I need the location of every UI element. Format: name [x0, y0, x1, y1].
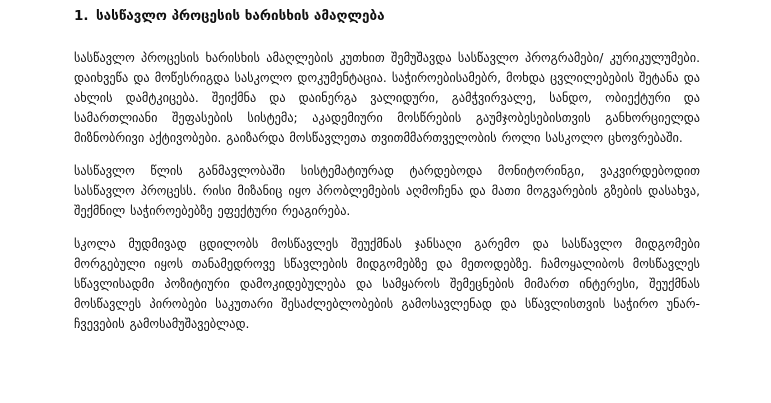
section-title: სასწავლო პროცესის ხარისხის ამაღლება — [96, 8, 385, 24]
document-page — [74, 0, 700, 334]
paragraph-3: სკოლა მუდმივად ცდილობს მოსწავლეს შეუქმნას ჯანსაღი გარემო და სასწავლო მიდგომები მორგებული იყოს თანამედროვე სწავლების მიდგომებზე და მეთოდებზე. ჩამოყალიბოს მოსწავლეს სწავლისადმი პოზიტიური დამოკიდებულება და სამყაროს შემეცნების მიმართ ინტერესი, შეუქმნას მოსწავლეს პირობები საკუთარი შესაძლებლობების გამოსავლენად და სწავლისთვის საჭირო უნარ-ჩვევების გამოსამუშავებლად. — [74, 237, 700, 331]
paragraph-2: სასწავლო წლის განმავლობაში სისტემატიურად ტარდებოდა მონიტორინგი, ვაკვირდებოდით სასწავლო პროცესს. რისი მიზანიც იყო პრობლემების აღმოჩენა და მათი მოგვარების გზების დასახვა, შექმნილ საჭიროებებზე ეფექტური რეაგირება. — [74, 164, 700, 218]
section-heading — [74, 6, 700, 26]
section-number: 1. — [74, 8, 89, 24]
paragraph-1: სასწავლო პროცესის ხარისხის ამაღლების კუთხით შემუშავდა სასწავლო პროგრამები/ კურიკულუმები. დაიხვეწა და მოწესრიგდა სასკოლო დოკუმენტაცია. საჭიროებისამებრ, მოხდა ცვლილებების შეტანა და ახლის დამტკიცება. შეიქმნა და დაინერგა ვალიდური, გამჭვირვალე, სანდო, ობიექტური და სამართლიანი შეფასების სისტემა; აკადემიური მოსწრების გაუმჯობესებისთვის განხორციელდა მიზნობრივი აქტივობები. გაიზარდა მოსწავლეთა თვითმმართველობის როლი სასკოლო ცხოვრებაში. — [74, 51, 700, 145]
